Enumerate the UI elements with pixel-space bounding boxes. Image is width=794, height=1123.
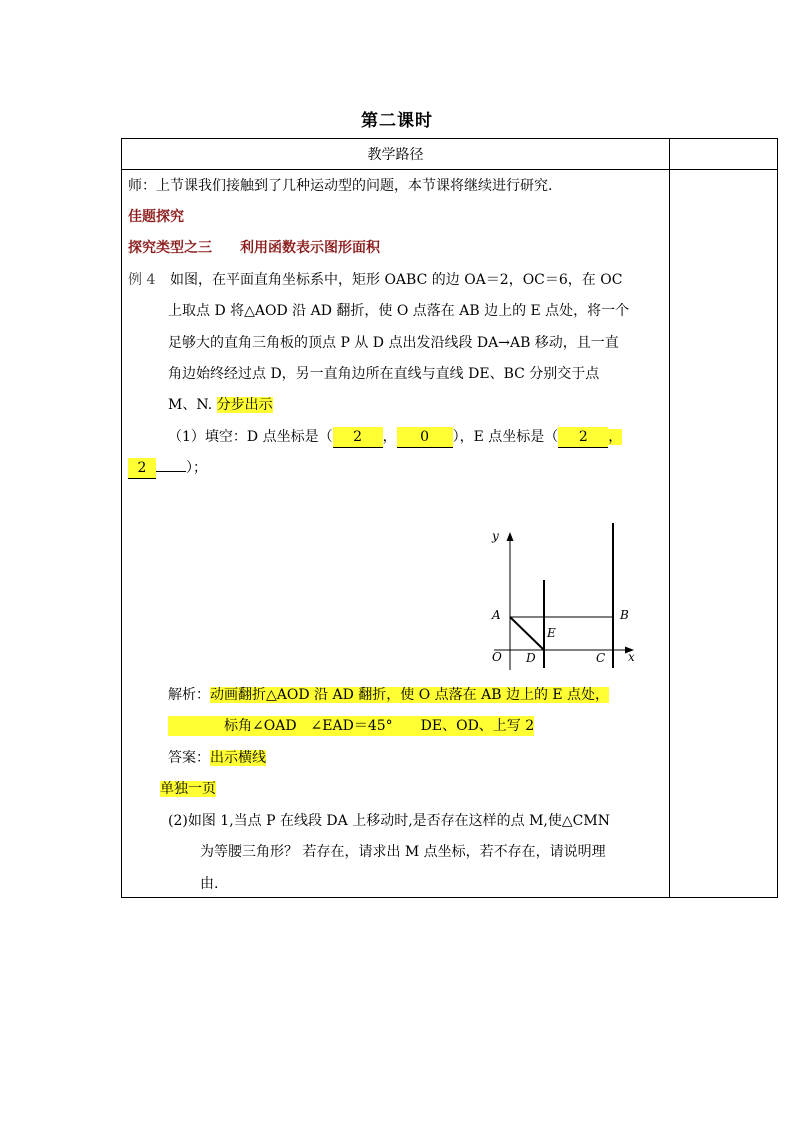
analysis-text-2: 标角∠OAD ∠EAD＝45° DE、OD、上写 2 xyxy=(168,716,534,736)
example-line-3: 足够大的直角三角板的顶点 P 从 D 点出发沿线段 DA→AB 移动，且一直 xyxy=(168,335,619,351)
q1-close-paren: ）， xyxy=(452,429,474,445)
question-1-line-2 xyxy=(128,458,207,479)
example-label: 例 4 xyxy=(128,272,156,288)
separate-page-note: 单独一页 xyxy=(160,781,216,797)
answer-text: 出示横线 xyxy=(210,750,266,766)
lesson-table xyxy=(121,138,778,898)
label-d: D xyxy=(526,651,536,665)
q1-d-label: D 点坐标是（ xyxy=(246,429,333,445)
q1-comma-1: ， xyxy=(382,429,397,445)
d-y-blank: 0 xyxy=(397,427,453,448)
teacher-line: 师：上节课我们接触到了几种运动型的问题，本节课将继续进行研究. xyxy=(128,178,553,194)
example-line-4: 角边始终经过点 D，另一直角边所在直线与直线 DE、BC 分别交于点 xyxy=(168,366,600,382)
label-e: E xyxy=(547,626,556,640)
label-x: x xyxy=(628,650,635,664)
e-x-blank: 2 xyxy=(558,427,608,448)
content-cell xyxy=(122,170,670,898)
analysis-label: 解析： xyxy=(168,687,210,703)
side-notes-cell xyxy=(670,170,778,898)
example-line-5 xyxy=(168,395,273,415)
label-b: B xyxy=(620,608,629,622)
example-line-1: 如图，在平面直角坐标系中，矩形 OABC 的边 OA＝2，OC＝6，在 OC xyxy=(170,272,623,288)
q1-comma-2: ， xyxy=(608,429,623,445)
heading-featured-problems: 佳题探究 xyxy=(128,209,184,225)
table-header-cell xyxy=(122,139,670,170)
question-2-line-1: (2)如图 1,当点 P 在线段 DA 上移动时,是否存在这样的点 M,使△CMN xyxy=(168,813,610,829)
label-c: C xyxy=(596,651,606,665)
question-2-line-3: 由. xyxy=(200,876,219,892)
heading-exploration-type: 探究类型之三 利用函数表示图形面积 xyxy=(128,240,380,256)
step-by-step-highlight: 分步出示 xyxy=(216,397,273,413)
e-y-blank: 2 xyxy=(128,458,156,479)
q1-end: ）； xyxy=(186,460,207,476)
analysis-text-1: 动画翻折△AOD 沿 AD 翻折，使 O 点落在 AB 边上的 E 点处， xyxy=(210,687,610,703)
y-axis-arrow xyxy=(507,532,514,541)
q1-prefix: （1）填空： xyxy=(168,429,247,445)
side-header-cell xyxy=(670,139,778,170)
label-y: y xyxy=(492,529,499,543)
coordinate-figure xyxy=(482,520,652,672)
example-line-2: 上取点 D 将△AOD 沿 AD 翻折，使 O 点落在 AB 边上的 E 点处，将一个 xyxy=(168,303,630,319)
answer-line xyxy=(168,748,266,768)
separate-page-line xyxy=(160,779,216,799)
segment-ad xyxy=(510,617,544,650)
label-o: O xyxy=(492,650,502,664)
answer-label: 答案： xyxy=(168,750,210,766)
page-title: 第二课时 xyxy=(361,111,433,131)
example-line-5-text: M、N. xyxy=(168,397,213,413)
e-y-blank-tail xyxy=(156,471,186,472)
table-header: 教学路径 xyxy=(367,147,424,163)
question-2-line-2: 为等腰三角形？ 若存在，请求出 M 点坐标，若不存在，请说明理 xyxy=(200,844,606,860)
question-1-line xyxy=(168,427,622,448)
d-x-blank: 2 xyxy=(333,427,383,448)
analysis-line-2 xyxy=(168,716,534,736)
label-a: A xyxy=(492,608,501,622)
q1-e-label: E 点坐标是（ xyxy=(473,429,559,445)
analysis-line-1 xyxy=(168,685,609,705)
